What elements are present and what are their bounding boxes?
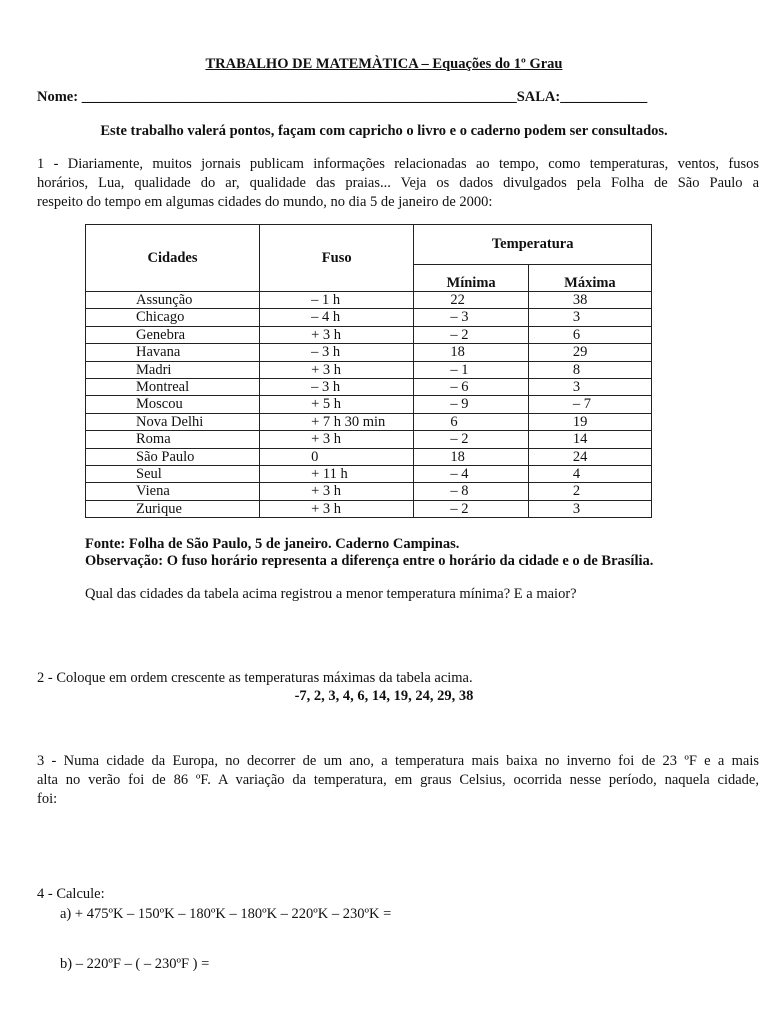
cell-city: Nova Delhi bbox=[86, 413, 260, 430]
cell-max: 14 bbox=[528, 431, 651, 448]
cell-fuso: + 3 h bbox=[260, 361, 414, 378]
table-row bbox=[86, 361, 652, 378]
cell-max: 2 bbox=[528, 483, 651, 500]
cell-fuso: – 4 h bbox=[260, 309, 414, 326]
cell-fuso: + 11 h bbox=[260, 466, 414, 483]
table-row bbox=[86, 500, 652, 517]
cell-min: 18 bbox=[414, 344, 529, 361]
cell-city: Madri bbox=[86, 361, 260, 378]
cell-city: Roma bbox=[86, 431, 260, 448]
cell-min: – 2 bbox=[414, 326, 529, 343]
question-3-line: alta no verão foi de 86 ºF. A variação da temperatura, em graus Celsius, ocorrida nesse período, naquela cidade, bbox=[37, 772, 759, 788]
table-row bbox=[86, 466, 652, 483]
cell-city: Moscou bbox=[86, 396, 260, 413]
instruction-note: Este trabalho valerá pontos, façam com capricho o livro e o caderno podem ser consultados. bbox=[100, 123, 668, 139]
cell-max: 3 bbox=[528, 379, 651, 396]
cell-max: 3 bbox=[528, 500, 651, 517]
table-observation: Observação: O fuso horário representa a diferença entre o horário da cidade e o de Brasília. bbox=[85, 553, 654, 569]
cell-max: – 7 bbox=[528, 396, 651, 413]
cell-max: 3 bbox=[528, 309, 651, 326]
cell-city: Zurique bbox=[86, 500, 260, 517]
question-4-text: 4 - Calcule: bbox=[37, 886, 105, 902]
table-body bbox=[86, 292, 652, 518]
header-minima: Mínima bbox=[414, 264, 529, 291]
page-title: TRABALHO DE MATEMÀTICA – Equações do 1º Grau bbox=[205, 56, 563, 72]
cell-min: – 9 bbox=[414, 396, 529, 413]
cell-fuso: + 5 h bbox=[260, 396, 414, 413]
cell-city: Chicago bbox=[86, 309, 260, 326]
table-row bbox=[86, 396, 652, 413]
cell-fuso: – 1 h bbox=[260, 292, 414, 309]
cell-max: 24 bbox=[528, 448, 651, 465]
cell-max: 4 bbox=[528, 466, 651, 483]
table-row bbox=[86, 292, 652, 309]
cell-fuso: 0 bbox=[260, 448, 414, 465]
cell-max: 19 bbox=[528, 413, 651, 430]
cell-city: Montreal bbox=[86, 379, 260, 396]
cell-city: Havana bbox=[86, 344, 260, 361]
cell-max: 6 bbox=[528, 326, 651, 343]
cell-min: – 8 bbox=[414, 483, 529, 500]
header-cidades: Cidades bbox=[86, 225, 260, 292]
question-1-text bbox=[37, 155, 759, 212]
cell-min: 18 bbox=[414, 448, 529, 465]
question-3-line: 3 - Numa cidade da Europa, no decorrer de um ano, a temperatura mais baixa no inverno foi de 23 ºF e a mais bbox=[37, 753, 759, 769]
cell-fuso: + 3 h bbox=[260, 431, 414, 448]
question-4a: a) + 475ºK – 150ºK – 180ºK – 180ºK – 220ºK – 230ºK = bbox=[60, 906, 392, 922]
cell-max: 29 bbox=[528, 344, 651, 361]
table-row bbox=[86, 309, 652, 326]
question-1-line: respeito do tempo em algumas cidades do mundo, no dia 5 de janeiro de 2000: bbox=[37, 194, 493, 210]
table-row bbox=[86, 431, 652, 448]
temperature-table bbox=[85, 224, 652, 518]
table-row bbox=[86, 344, 652, 361]
header-temperatura: Temperatura bbox=[414, 225, 652, 265]
cell-fuso: – 3 h bbox=[260, 344, 414, 361]
cell-fuso: – 3 h bbox=[260, 379, 414, 396]
cell-min: – 3 bbox=[414, 309, 529, 326]
question-3-line: foi: bbox=[37, 791, 58, 807]
table-row bbox=[86, 379, 652, 396]
question-4b: b) – 220ºF – ( – 230ºF ) = bbox=[60, 956, 210, 972]
cell-fuso: + 3 h bbox=[260, 326, 414, 343]
cell-fuso: + 3 h bbox=[260, 483, 414, 500]
cell-max: 8 bbox=[528, 361, 651, 378]
cell-min: – 2 bbox=[414, 431, 529, 448]
cell-city: São Paulo bbox=[86, 448, 260, 465]
header-maxima: Máxima bbox=[528, 264, 651, 291]
cell-min: 6 bbox=[414, 413, 529, 430]
table-source: Fonte: Folha de São Paulo, 5 de janeiro. Caderno Campinas. bbox=[85, 536, 460, 552]
cell-min: – 6 bbox=[414, 379, 529, 396]
table-row bbox=[86, 326, 652, 343]
cell-min: 22 bbox=[414, 292, 529, 309]
cell-fuso: + 3 h bbox=[260, 500, 414, 517]
question-2-answer: -7, 2, 3, 4, 6, 14, 19, 24, 29, 38 bbox=[294, 688, 474, 704]
cell-min: – 4 bbox=[414, 466, 529, 483]
cell-city: Genebra bbox=[86, 326, 260, 343]
question-1-line: 1 - Diariamente, muitos jornais publicam informações relacionadas ao tempo, como temperaturas, ventos, fusos bbox=[37, 156, 759, 172]
table-row bbox=[86, 483, 652, 500]
cell-fuso: + 7 h 30 min bbox=[260, 413, 414, 430]
cell-min: – 2 bbox=[414, 500, 529, 517]
cell-city: Assunção bbox=[86, 292, 260, 309]
cell-max: 38 bbox=[528, 292, 651, 309]
cell-city: Viena bbox=[86, 483, 260, 500]
question-2-text: 2 - Coloque em ordem crescente as temperaturas máximas da tabela acima. bbox=[37, 670, 473, 686]
cell-city: Seul bbox=[86, 466, 260, 483]
header-fuso: Fuso bbox=[260, 225, 414, 292]
question-1-line: horários, Lua, qualidade do ar, qualidade das praias... Veja os dados divulgados pela Folha de São Paulo a bbox=[37, 175, 759, 191]
table-row bbox=[86, 413, 652, 430]
question-3-text bbox=[37, 752, 759, 809]
name-class-field: Nome: ____________________________________________________________SALA:____________ bbox=[37, 89, 648, 105]
table-row bbox=[86, 448, 652, 465]
cell-min: – 1 bbox=[414, 361, 529, 378]
question-1-prompt: Qual das cidades da tabela acima registrou a menor temperatura mínima? E a maior? bbox=[85, 586, 577, 602]
